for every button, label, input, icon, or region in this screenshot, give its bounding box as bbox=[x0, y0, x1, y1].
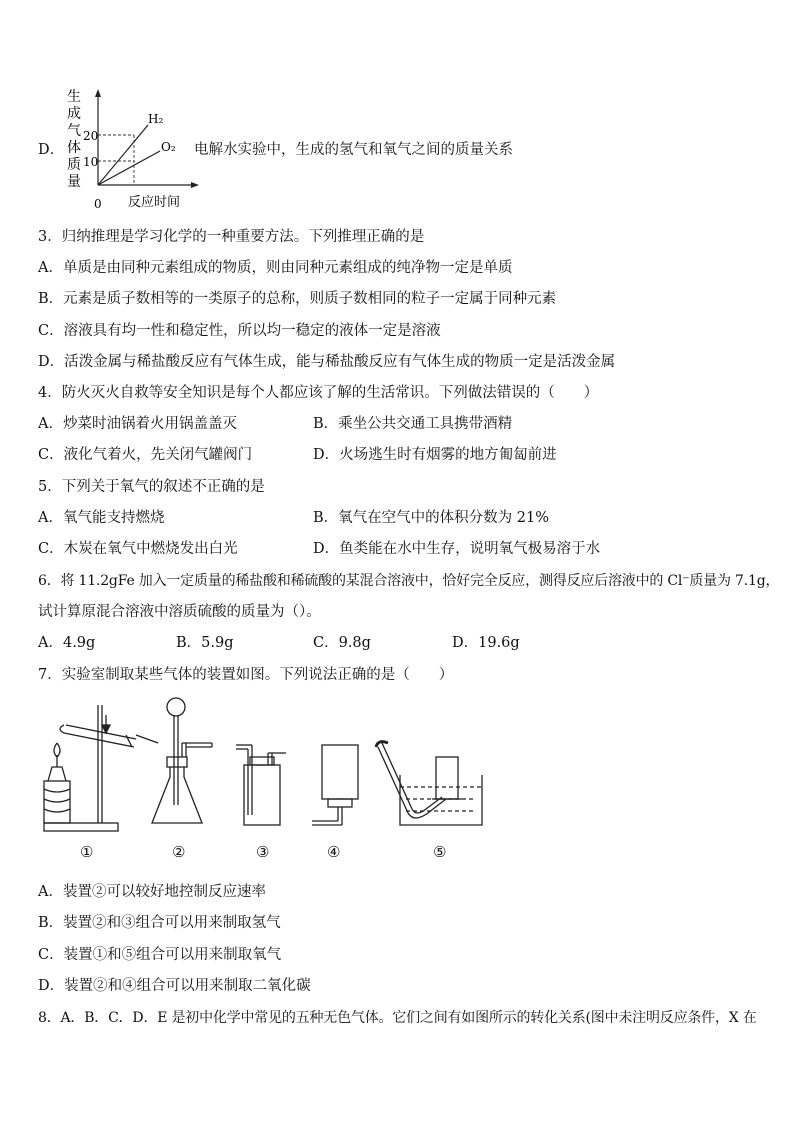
y-axis-label-char: 气 bbox=[67, 123, 81, 139]
y-axis-label-char: 成 bbox=[67, 106, 81, 122]
y-axis-label-char: 质 bbox=[67, 157, 81, 173]
apparatus-label-1: ① bbox=[80, 843, 94, 861]
q8-stem: 8．A．B．C．D．E 是初中化学中常见的五种无色气体。它们之间有如图所示的转化关系(图中未注明反应条件，X 在 bbox=[38, 1010, 757, 1026]
q2-option-d-text: 电解水实验中，生成的氢气和氧气之间的质量关系 bbox=[194, 142, 513, 158]
o2-series-line bbox=[98, 151, 160, 185]
h2-series-label: H₂ bbox=[148, 112, 164, 126]
q7-apparatus-figure bbox=[36, 695, 496, 845]
y-tick-10: 10 bbox=[83, 155, 99, 169]
apparatus-1-heating-setup bbox=[44, 705, 158, 831]
origin-label: 0 bbox=[94, 197, 102, 211]
q5-option-c: C．木炭在氧气中燃烧发出白光 bbox=[38, 541, 238, 557]
apparatus-label-5: ⑤ bbox=[433, 843, 447, 861]
q6-option-c: C．9.8g bbox=[313, 635, 371, 651]
y-tick-20: 20 bbox=[83, 129, 99, 143]
q5-option-b: B．氧气在空气中的体积分数为 21% bbox=[313, 510, 549, 526]
q6-stem-line1: 6．将 11.2gFe 加入一定质量的稀盐酸和稀硫酸的某混合溶液中，恰好完全反应，测得反应后溶液中的 Cl⁻质量为 7.1g， bbox=[38, 573, 780, 589]
q5-option-d: D．鱼类能在水中生存，说明氧气极易溶于水 bbox=[313, 541, 601, 557]
y-axis-label-char: 生 bbox=[67, 89, 81, 105]
apparatus-4-inverted-bottle bbox=[312, 745, 358, 825]
q4-option-c: C．液化气着火，先关闭气罐阀门 bbox=[38, 447, 253, 463]
q3-option-c: C．溶液具有均一性和稳定性，所以均一稳定的液体一定是溶液 bbox=[38, 323, 441, 339]
apparatus-5-water-trough bbox=[376, 742, 482, 825]
x-axis-label: 反应时间 bbox=[128, 195, 181, 210]
q3-option-b: B．元素是质子数相等的一类原子的总称，则质子数相同的粒子一定属于同种元素 bbox=[38, 291, 557, 307]
q3-option-a: A．单质是由同种元素组成的物质，则由同种元素组成的纯净物一定是单质 bbox=[38, 260, 513, 276]
q7-option-b: B．装置②和③组合可以用来制取氢气 bbox=[38, 915, 281, 931]
apparatus-2-flask bbox=[152, 698, 212, 823]
y-axis-label bbox=[67, 88, 81, 190]
q4-stem: 4．防火灭火自救等安全知识是每个人都应该了解的生活常识。下列做法错误的（ ） bbox=[38, 385, 599, 401]
x-axis-arrow bbox=[191, 182, 199, 188]
q6-option-a: A．4.9g bbox=[38, 635, 96, 651]
apparatus-label-2: ② bbox=[172, 843, 186, 861]
q4-option-a: A．炒菜时油锅着火用锅盖盖灭 bbox=[38, 416, 237, 432]
q2-option-d-label: D． bbox=[38, 142, 65, 158]
q3-stem: 3．归纳推理是学习化学的一种重要方法。下列推理正确的是 bbox=[38, 229, 425, 245]
q6-stem-line2: 试计算原混合溶液中溶质硫酸的质量为（）。 bbox=[38, 604, 321, 620]
y-axis-label-char: 体 bbox=[67, 140, 81, 156]
q4-option-b: B．乘坐公共交通工具携带酒精 bbox=[313, 416, 513, 432]
q6-option-b: B．5.9g bbox=[176, 635, 234, 651]
q5-stem: 5．下列关于氧气的叙述不正确的是 bbox=[38, 479, 265, 495]
q4-option-d: D．火场逃生时有烟雾的地方匍匐前进 bbox=[313, 447, 557, 463]
q5-option-a: A．氧气能支持燃烧 bbox=[38, 510, 165, 526]
apparatus-label-3: ③ bbox=[256, 843, 270, 861]
q7-option-c: C．装置①和⑤组合可以用来制取氧气 bbox=[38, 947, 282, 963]
h2-series-line bbox=[98, 125, 148, 185]
y-axis-label-char: 量 bbox=[67, 174, 81, 190]
q6-option-d: D．19.6g bbox=[452, 635, 520, 651]
q2-mass-time-graph bbox=[60, 85, 200, 215]
q7-option-a: A．装置②可以较好地控制反应速率 bbox=[38, 884, 266, 900]
apparatus-3-gas-bottle bbox=[236, 745, 286, 825]
q3-option-d: D．活泼金属与稀盐酸反应有气体生成，能与稀盐酸反应有气体生成的物质一定是活泼金属 bbox=[38, 354, 616, 370]
q7-option-d: D．装置②和④组合可以用来制取二氧化碳 bbox=[38, 978, 311, 994]
q7-stem: 7．实验室制取某些气体的装置如图。下列说法正确的是（ ） bbox=[38, 667, 454, 683]
o2-series-label: O₂ bbox=[161, 140, 176, 154]
apparatus-label-4: ④ bbox=[327, 843, 341, 861]
y-axis-arrow bbox=[95, 89, 101, 97]
